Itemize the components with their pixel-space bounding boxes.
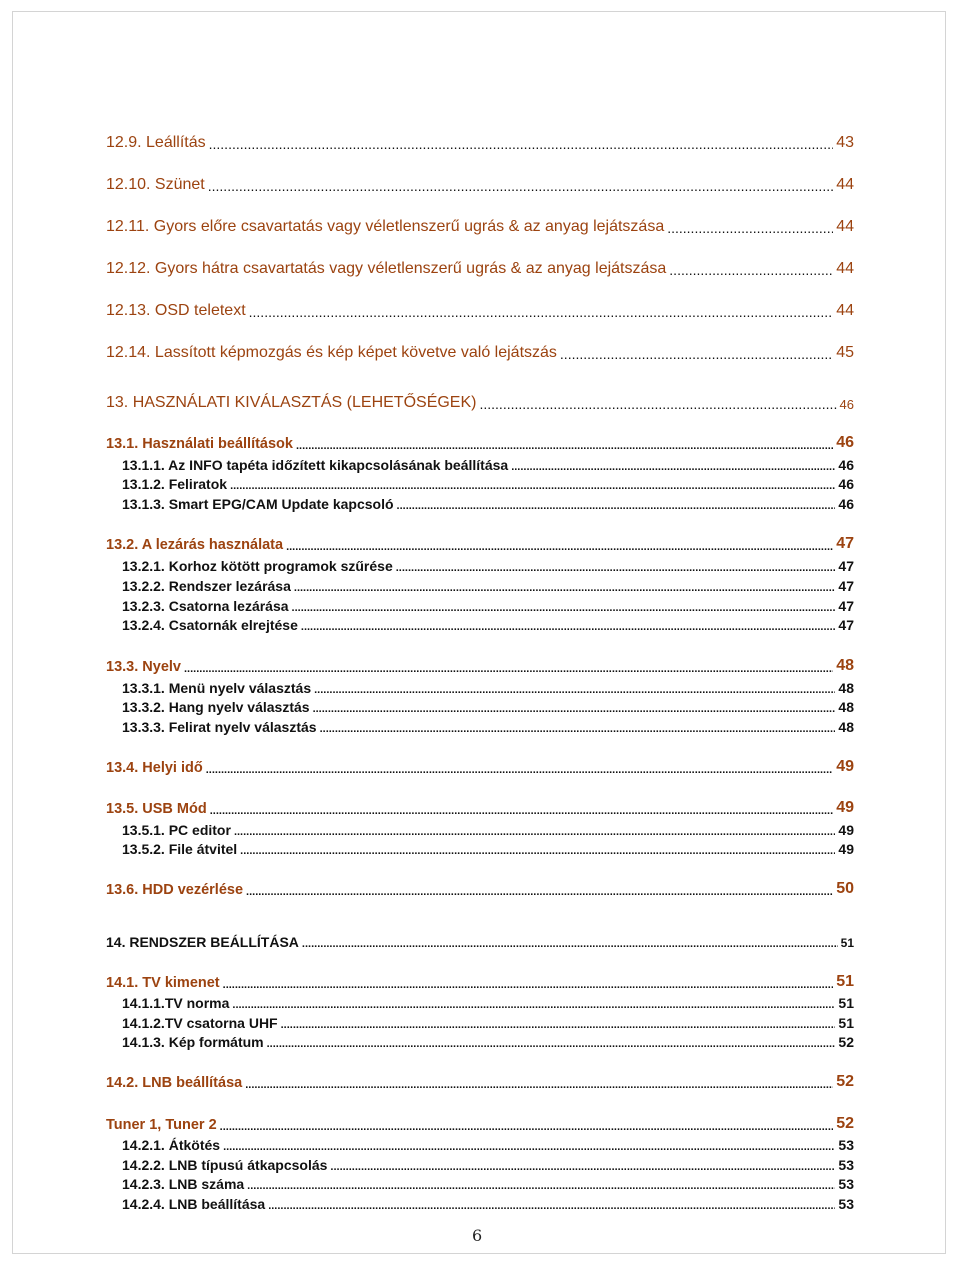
toc-entry[interactable]: 13.2.2. Rendszer lezárása ..... 47 xyxy=(122,574,854,594)
toc-entry[interactable]: 12.13. OSD teletext ..... 44 xyxy=(106,300,854,320)
toc-entry[interactable]: 14.2.1. Átkötés ..... 53 xyxy=(122,1133,854,1153)
toc-entry[interactable]: 14.1.1.TV norma ..... 51 xyxy=(122,991,854,1011)
toc-entry[interactable]: 12.11. Gyors előre csavartatás vagy véletlenszerű ugrás & az anyag lejátszása ..... 44 xyxy=(106,216,854,236)
toc-entry[interactable]: 13.4. Helyi idő ..... 49 xyxy=(106,756,854,776)
toc-entry-chapter[interactable]: 13. HASZNÁLATI KIVÁLASZTÁS (LEHETŐSÉGEK) ..... 46 xyxy=(106,392,854,412)
page-number: 6 xyxy=(472,1226,483,1245)
toc-entry[interactable]: 13.5. USB Mód ..... 49 xyxy=(106,797,854,817)
toc-entry[interactable]: 13.2.4. Csatornák elrejtése ..... 47 xyxy=(122,613,854,633)
toc-entry[interactable]: 12.9. Leállítás ..... 43 xyxy=(106,132,854,152)
toc-entry[interactable]: 13.1.3. Smart EPG/CAM Update kapcsoló ..... 46 xyxy=(122,492,854,512)
toc-entry[interactable]: 12.10. Szünet ..... 44 xyxy=(106,174,854,194)
toc-entry[interactable]: 13.3.3. Felirat nyelv választás ..... 48 xyxy=(122,715,854,735)
toc-entry[interactable]: 13.5.2. File átvitel ..... 49 xyxy=(122,837,854,857)
toc-entry[interactable]: Tuner 1, Tuner 2 ..... 52 xyxy=(106,1113,854,1133)
toc-entry[interactable]: 13.3.2. Hang nyelv választás ..... 48 xyxy=(122,695,854,715)
toc-entry[interactable]: 14.1. TV kimenet ..... 51 xyxy=(106,971,854,991)
toc-entry[interactable]: 12.14. Lassított képmozgás és kép képet követve való lejátszás ..... 45 xyxy=(106,342,854,362)
toc-entry[interactable]: 14.1.3. Kép formátum ..... 52 xyxy=(122,1030,854,1050)
toc-entry[interactable]: 13.2.3. Csatorna lezárása ..... 47 xyxy=(122,594,854,614)
toc-entry[interactable]: 13.1. Használati beállítások ..... 46 xyxy=(106,432,854,452)
toc-entry[interactable]: 13.2.1. Korhoz kötött programok szűrése ..... 47 xyxy=(122,554,854,574)
toc-entry[interactable]: 13.5.1. PC editor ..... 49 xyxy=(122,818,854,838)
toc-entry[interactable]: 14.2.3. LNB száma ..... 53 xyxy=(122,1172,854,1192)
toc-entry[interactable]: 13.1.2. Feliratok ..... 46 xyxy=(122,472,854,492)
toc-entry[interactable]: 14.2. LNB beállítása ..... 52 xyxy=(106,1071,854,1091)
toc-entry[interactable]: 13.6. HDD vezérlése ..... 50 xyxy=(106,878,854,898)
toc-entry[interactable]: 13.1.1. Az INFO tapéta időzített kikapcsolásának beállítása ..... 46 xyxy=(122,453,854,473)
toc-entry[interactable]: 13.3.1. Menü nyelv választás ..... 48 xyxy=(122,676,854,696)
toc-entry[interactable]: 12.12. Gyors hátra csavartatás vagy véletlenszerű ugrás & az anyag lejátszása ..... 44 xyxy=(106,258,854,278)
toc-entry[interactable]: 14.2.4. LNB beállítása ..... 53 xyxy=(122,1192,854,1212)
toc-entry[interactable]: 14.1.2.TV csatorna UHF ..... 51 xyxy=(122,1011,854,1031)
toc-entry[interactable]: 13.3. Nyelv ..... 48 xyxy=(106,655,854,675)
toc-entry[interactable]: 13.2. A lezárás használata ..... 47 xyxy=(106,533,854,553)
toc-entry-chapter[interactable]: 14. RENDSZER BEÁLLÍTÁSA ..... 51 xyxy=(106,930,854,950)
toc-entry[interactable]: 14.2.2. LNB típusú átkapcsolás ..... 53 xyxy=(122,1153,854,1173)
